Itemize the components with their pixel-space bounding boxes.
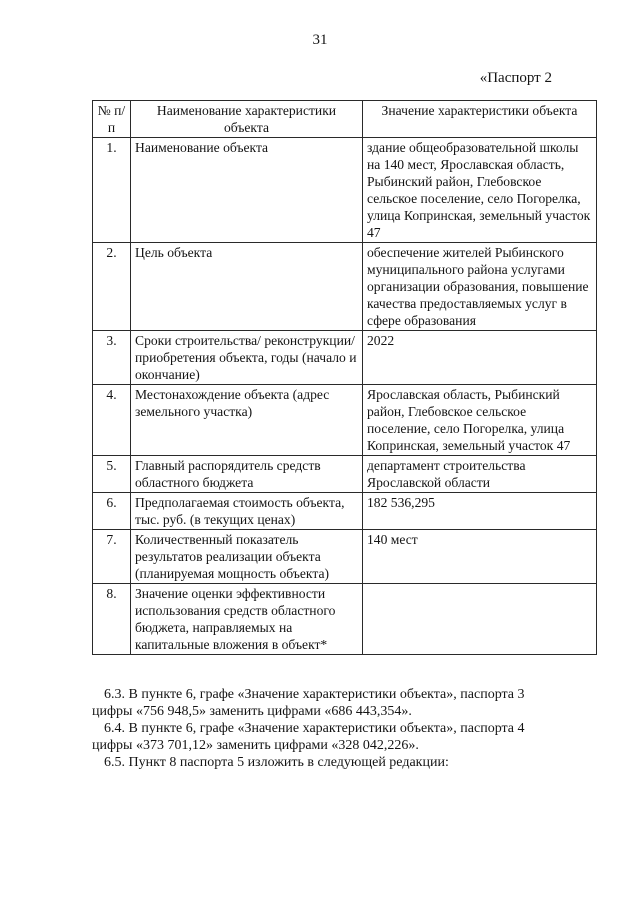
row-value: департамент строительства Ярославской области xyxy=(363,456,597,493)
row-value xyxy=(363,584,597,655)
paragraph-continuation: цифры «373 701,12» заменить цифрами «328 042,226». xyxy=(92,738,419,753)
row-name: Наименование объекта xyxy=(131,138,363,243)
row-name: Предполагаемая стоимость объекта, тыс. руб. (в текущих ценах) xyxy=(131,493,363,530)
row-number: 1. xyxy=(93,138,131,243)
table-row xyxy=(93,385,597,456)
table-row xyxy=(93,493,597,530)
table-row xyxy=(93,243,597,331)
row-value: здание общеобразовательной школы на 140 мест, Ярославская область, Рыбинский район, Глебовское сельское поселение, село Погорелка, улица Копринская, земельный участок 47 xyxy=(363,138,597,243)
row-value: обеспечение жителей Рыбинского муниципального района услугами организации образования, повышение качества предоставляемых услуг в сфере образования xyxy=(363,243,597,331)
row-name: Местонахождение объекта (адрес земельного участка) xyxy=(131,385,363,456)
table-header-row xyxy=(93,101,597,138)
row-number: 2. xyxy=(93,243,131,331)
table-row xyxy=(93,530,597,584)
row-number: 3. xyxy=(93,331,131,385)
row-number: 4. xyxy=(93,385,131,456)
page-number: 31 xyxy=(312,32,328,48)
paragraph-first-line: 6.4. В пункте 6, графе «Значение характеристики объекта», паспорта 4 xyxy=(104,721,525,736)
table-row xyxy=(93,456,597,493)
row-value: 140 мест xyxy=(363,530,597,584)
table-row xyxy=(93,331,597,385)
row-value: 182 536,295 xyxy=(363,493,597,530)
header-characteristic-name: Наименование характеристики объекта xyxy=(131,101,363,138)
paragraph-6-5 xyxy=(104,754,604,771)
passport-heading: «Паспорт 2 xyxy=(479,70,552,86)
row-name: Количественный показатель результатов реализации объекта (планируемая мощность объекта) xyxy=(131,530,363,584)
passport-table xyxy=(92,100,597,655)
row-name: Значение оценки эффективности использования средств областного бюджета, направляемых на капитальные вложения в объект* xyxy=(131,584,363,655)
row-name: Главный распорядитель средств областного бюджета xyxy=(131,456,363,493)
table-row xyxy=(93,138,597,243)
row-number: 6. xyxy=(93,493,131,530)
row-value: 2022 xyxy=(363,331,597,385)
row-number: 8. xyxy=(93,584,131,655)
table-row xyxy=(93,584,597,655)
row-name: Сроки строительства/ реконструкции/ приобретения объекта, годы (начало и окончание) xyxy=(131,331,363,385)
paragraph-continuation: цифры «756 948,5» заменить цифрами «686 443,354». xyxy=(92,704,412,719)
paragraph-6-4 xyxy=(92,720,604,754)
header-number: № п/п xyxy=(93,101,131,138)
row-number: 7. xyxy=(93,530,131,584)
paragraph-first-line: 6.5. Пункт 8 паспорта 5 изложить в следующей редакции: xyxy=(104,755,449,770)
paragraph-6-3 xyxy=(92,686,604,720)
row-value: Ярославская область, Рыбинский район, Глебовское сельское поселение, село Погорелка, улица Копринская, земельный участок 47 xyxy=(363,385,597,456)
header-characteristic-value: Значение характеристики объекта xyxy=(363,101,597,138)
paragraph-first-line: 6.3. В пункте 6, графе «Значение характеристики объекта», паспорта 3 xyxy=(104,687,525,702)
row-number: 5. xyxy=(93,456,131,493)
row-name: Цель объекта xyxy=(131,243,363,331)
